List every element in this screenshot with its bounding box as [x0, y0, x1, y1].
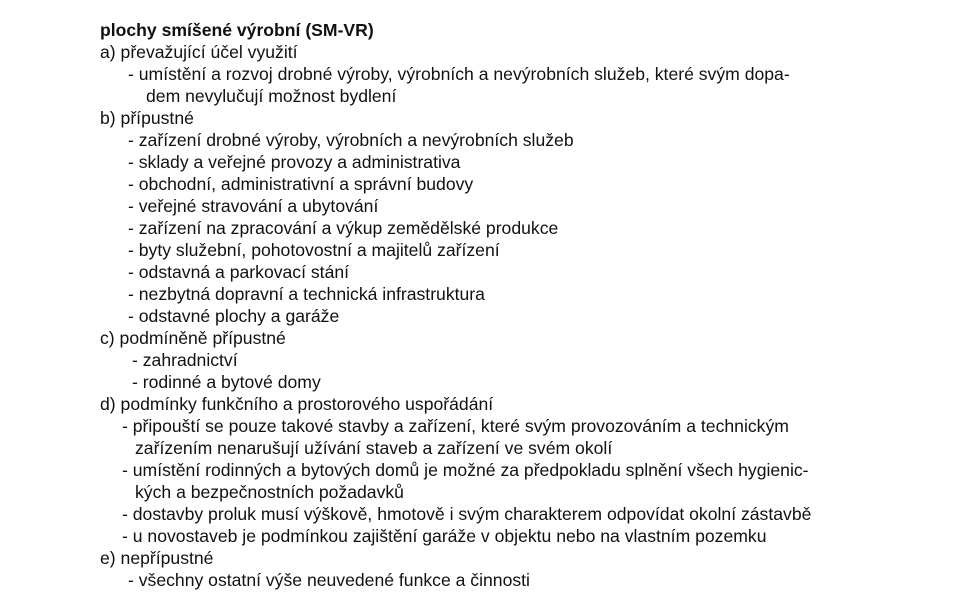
section-a-item-1-line-1: - umístění a rozvoj drobné výroby, výrobních a nevýrobních služeb, které svým dopa-: [128, 64, 790, 84]
document-title: plochy smíšené výrobní (SM-VR): [100, 20, 374, 40]
section-b-item: - odstavná a parkovací stání: [128, 262, 350, 282]
section-d-item-2-line-2: kých a bezpečnostních požadavků: [135, 482, 404, 502]
section-d-item-2-line-1: - umístění rodinných a bytových domů je možné za předpokladu splnění všech hygienic-: [122, 460, 809, 480]
section-a-item-1-line-2: dem nevylučují možnost bydlení: [146, 86, 397, 106]
section-b-item: - zařízení drobné výroby, výrobních a nevýrobních služeb: [128, 130, 574, 150]
section-e-item: - všechny ostatní výše neuvedené funkce a činnosti: [128, 570, 530, 590]
section-d-item: - u novostaveb je podmínkou zajištění garáže v objektu nebo na vlastním pozemku: [122, 526, 767, 546]
section-b-item: - odstavné plochy a garáže: [128, 306, 340, 326]
section-c-item: - zahradnictví: [132, 350, 238, 370]
section-b-item: - obchodní, administrativní a správní budovy: [128, 174, 474, 194]
section-c-item: - rodinné a bytové domy: [132, 372, 321, 392]
section-d-item-1-line-1: - připouští se pouze takové stavby a zařízení, které svým provozováním a technickým: [122, 416, 789, 436]
section-b-heading: b) přípustné: [100, 108, 194, 128]
section-a-heading: a) převažující účel využití: [100, 42, 298, 62]
section-b-item: - byty služební, pohotovostní a majitelů zařízení: [128, 240, 500, 260]
section-b-item: - veřejné stravování a ubytování: [128, 196, 379, 216]
section-c-heading: c) podmíněně přípustné: [100, 328, 286, 348]
section-b-item: - nezbytná dopravní a technická infrastruktura: [128, 284, 485, 304]
section-d-heading: d) podmínky funkčního a prostorového uspořádání: [100, 394, 494, 414]
section-e-heading: e) nepřípustné: [100, 548, 214, 568]
section-b-item: - zařízení na zpracování a výkup zemědělské produkce: [128, 218, 559, 238]
section-b-item: - sklady a veřejné provozy a administrativa: [128, 152, 461, 172]
section-d-item-1-line-2: zařízením nenarušují užívání staveb a zařízení ve svém okolí: [135, 438, 613, 458]
section-d-item: - dostavby proluk musí výškově, hmotově i svým charakterem odpovídat okolní zástavbě: [122, 504, 812, 524]
